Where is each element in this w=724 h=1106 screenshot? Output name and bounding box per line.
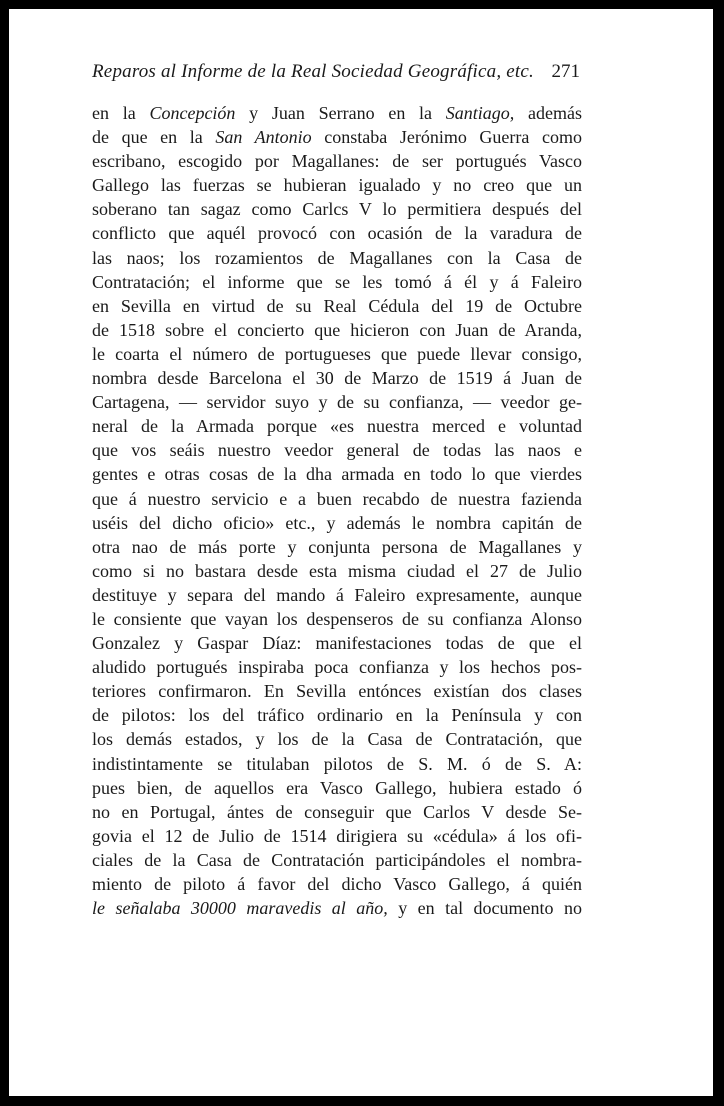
text-line [92, 896, 582, 920]
text-run: los demás estados, y los de la Casa de Contratación, que [92, 729, 582, 750]
text-run: de pilotos: los del tráfico ordinario en la Península y con [92, 705, 582, 726]
text-line [92, 462, 582, 486]
text-run: soberano tan sagaz como Carlcs V lo permitiera después del [92, 199, 582, 220]
text-run: ciales de la Casa de Contratación participándoles el nombra- [92, 849, 582, 870]
text-line [92, 848, 582, 872]
text-line [92, 318, 582, 342]
text-run: neral de la Armada porque «es nuestra merced e voluntad [92, 416, 582, 437]
italic-text: Santiago, [445, 103, 515, 123]
text-run: uséis del dicho oficio» etc., y además le nombra capitán de [92, 512, 582, 533]
text-line [92, 414, 582, 438]
text-run: miento de piloto á favor del dicho Vasco Gallego, á quién [92, 874, 582, 894]
text-line [92, 173, 582, 197]
page-number: 271 [551, 61, 580, 82]
text-line [92, 438, 582, 462]
text-run: Gonzalez y Gaspar Díaz: manifestaciones todas de que el [92, 633, 582, 654]
text-run: aludido portugués inspiraba poca confianza y los hechos pos- [92, 657, 582, 678]
text-line [92, 752, 582, 776]
text-line [92, 149, 582, 173]
text-run: teriores confirmaron. En Sevilla entónces existían dos clases [92, 681, 582, 702]
text-line [92, 655, 582, 679]
text-line [92, 535, 582, 559]
book-page [9, 9, 713, 1096]
text-run: y Juan Serrano en la [235, 103, 446, 123]
text-run: otra nao de más porte y conjunta persona de Magallanes y [92, 536, 582, 557]
running-title: Reparos al Informe de la Real Sociedad Geográfica, etc. [92, 61, 534, 82]
text-run: de 1518 sobre el concierto que hicieron con Juan de Aranda, [92, 319, 582, 340]
text-run: como si no bastara desde esta misma ciudad el 27 de Julio [92, 560, 582, 581]
text-run: en Sevilla en virtud de su Real Cédula del 19 de Octubre [92, 295, 582, 316]
text-run: no en Portugal, ántes de conseguir que Carlos V desde Se- [92, 801, 582, 822]
text-run: además [514, 103, 583, 123]
text-run: Contratación; el informe que se les tomó á él y á Faleiro [92, 271, 582, 292]
text-run: gentes e otras cosas de la dha armada en todo lo que vierdes [92, 464, 582, 485]
text-run: constaba Jerónimo Guerra como [311, 127, 582, 148]
text-run: pues bien, de aquellos era Vasco Gallego, hubiera estado ó [92, 777, 582, 798]
text-run: que vos seáis nuestro veedor general de todas las naos e [92, 440, 582, 461]
text-line [92, 800, 582, 824]
text-line [92, 246, 582, 270]
text-line [92, 197, 582, 221]
text-run: govia el 12 de Julio de 1514 dirigiera su «cédula» á los ofi- [92, 825, 582, 846]
text-run: las naos; los rozamientos de Magallanes con la Casa de [92, 247, 582, 268]
running-header [92, 61, 580, 91]
text-run: de que en la [92, 127, 216, 148]
text-line [92, 101, 582, 125]
text-run: nombra desde Barcelona el 30 de Marzo de 1519 á Juan de [92, 368, 582, 389]
italic-text: San Antonio [215, 127, 312, 148]
text-line [92, 294, 582, 318]
text-line [92, 776, 582, 800]
text-line [92, 487, 582, 511]
italic-text: Concepción [149, 103, 236, 123]
italic-text: le señalaba 30000 maravedis al año, [92, 898, 388, 919]
text-run: le coarta el número de portugueses que puede llevar consigo, [92, 343, 582, 364]
text-line [92, 703, 582, 727]
text-line [92, 679, 582, 703]
text-line [92, 125, 582, 149]
text-run: le consiente que vayan los despenseros de su confianza Alonso [92, 608, 582, 629]
text-line [92, 583, 582, 607]
text-run: que á nuestro servicio e a buen recabdo de nuestra fazienda [92, 488, 582, 509]
text-run: y en tal documento no [387, 898, 582, 919]
text-line [92, 366, 582, 390]
body-text [92, 101, 582, 920]
text-run: en la [92, 103, 150, 123]
text-line [92, 559, 582, 583]
text-line [92, 607, 582, 631]
text-line [92, 342, 582, 366]
text-run: conflicto que aquél provocó con ocasión de la varadura de [92, 223, 582, 244]
text-run: Gallego las fuerzas se hubieran igualado y no creo que un [92, 175, 582, 196]
text-run: escribano, escogido por Magallanes: de ser portugués Vasco [92, 151, 582, 172]
text-run: Cartagena, — servidor suyo y de su confianza, — veedor ge- [92, 392, 582, 413]
text-run: indistintamente se titulaban pilotos de S. M. ó de S. A: [92, 753, 582, 774]
text-line [92, 511, 582, 535]
text-line [92, 872, 582, 896]
text-line [92, 390, 582, 414]
text-run: destituye y separa del mando á Faleiro expresamente, aunque [92, 584, 582, 605]
text-line [92, 727, 582, 751]
text-line [92, 270, 582, 294]
text-line [92, 824, 582, 848]
text-line [92, 221, 582, 245]
text-line [92, 631, 582, 655]
